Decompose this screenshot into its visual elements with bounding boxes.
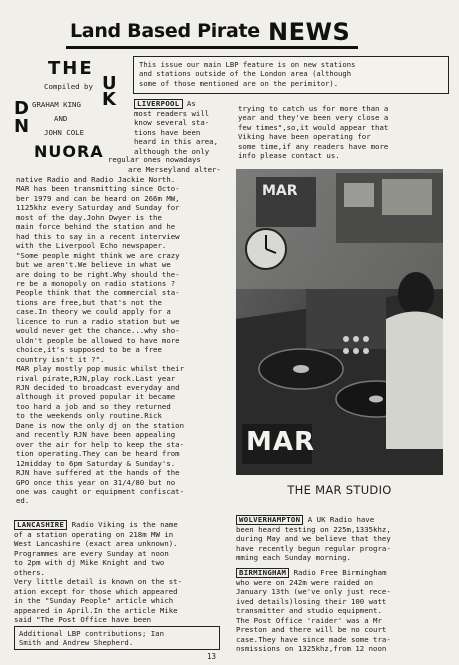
lancashire-continuation: trying to catch us for more than a year and they've been very close a few times",so,it would appear that Viking have been operating for some time,if any readers have more info please contact us. <box>238 104 389 161</box>
studio-photo <box>236 169 443 475</box>
intro-line: and stations outside of the London area (although <box>139 69 352 79</box>
logo-compiled-by: Compiled by <box>44 82 93 91</box>
lancashire-article: LANCASHIRE Radio Viking is the name of a station operating on 218m MW in West Lancashire (exact area unknown). Programmes are every Sunday at noon to 2pm with dj Mike Knight and two others. Very little detail is known on the st- ation except for those which appeared in the "Sunday People" article which appeared in April.In the article Mike said "The Post Office have been <box>14 520 183 625</box>
logo-letters-bottom: NUORA <box>34 142 104 161</box>
logo-block <box>10 56 130 166</box>
birmingham-article: BIRMINGHAM Radio Free Birmingham who were on 242m were raided on January 13th (we've only just rece- ived details)losing their 100 watt transmitter and studio equipment. The Post Office 'raider' was a Mr Preston and there will be no court case.They have since made some tra- nsmissions on 1325khz,from 12 noon <box>236 568 391 654</box>
intro-box <box>133 56 449 94</box>
masthead <box>60 12 360 50</box>
section-tag-birmingham: BIRMINGHAM <box>236 568 289 578</box>
intro-line: some of those mentioned are on the perimitor). <box>139 78 339 88</box>
liverpool-intro: LIVERPOOL As most readers will know several sta- tions have been heard in this area, although the only <box>134 99 219 156</box>
masthead-title-part1: Land Based Pirate <box>70 20 260 42</box>
logo-letters-top: THE <box>48 58 94 79</box>
logo-name-1: GRAHAM KING <box>32 100 81 109</box>
section-tag-wolverhampton: WOLVERHAMPTON <box>236 515 303 525</box>
section-tag-liverpool: LIVERPOOL <box>134 99 183 109</box>
logo-and: AND <box>54 114 68 123</box>
liverpool-narrow-tail-2: are Merseyland alter- <box>128 165 221 174</box>
liverpool-article: native Radio and Radio Jackie North. MAR has been transmitting since Octo- ber 1979 and can be heard on 266m MW, 1125khz every Saturday and Sunday for most of the day.John Dwyer is the main force behind the station and he had this to say in a recent interview with the Liverpool Echo newspaper. "Some people might think we are crazy but we aren't.We believe in what we are doing to be right.Why should the- re be a monopoly on radio stations ? People think that the commercial sta- tions are free,but that's not the case.In theory we could apply for a licence to run a radio station but we would never get the chance...why sho- uldn't people be allowed to have more choice,it's supposed to be a free country isn't it ?". MAR play mostly pop music whilst their rival pirate,RJN,play rock.Last year RJN decided to broadcast everyday and although it proved popular it became too hard a job and so they returned to the weekends only routine.Rick Dane is now the only dj on the station and recently RJN have been appealing over the air for help to keep the sta- tion operating.They can be heard from 12midday to 6pm Saturday & Sunday's. RJN have suffered at the hands of the GPO once this year on 31/4/80 but no one was caught or equipment confiscat- ed. <box>16 175 185 506</box>
page-number: 13 <box>207 652 217 661</box>
logo-letters-right: UK <box>102 73 117 110</box>
masthead-title-part2: NEWS <box>268 18 351 46</box>
logo-letters-left: DN <box>14 98 30 137</box>
masthead-underline <box>66 46 358 49</box>
logo-name-2: JOHN COLE <box>44 128 85 137</box>
studio-sign-top: MAR <box>262 183 298 199</box>
section-tag-lancashire: LANCASHIRE <box>14 520 67 530</box>
credits-box: Additional LBP contributions; Ian Smith and Andrew Shepherd. <box>14 626 220 650</box>
photo-caption: THE MAR STUDIO <box>287 483 392 497</box>
studio-sign-bottom: MAR <box>246 427 316 457</box>
intro-line: This issue our main LBP feature is on new stations <box>139 60 356 69</box>
wolverhampton-article: WOLVERHAMPTON A UK Radio have been heard testing on 225m,1335khz, during May and we believe that they have recently begun regular progra- mming each Sunday morning. <box>236 515 391 563</box>
liverpool-narrow-tail: regular ones nowadays <box>108 155 201 164</box>
